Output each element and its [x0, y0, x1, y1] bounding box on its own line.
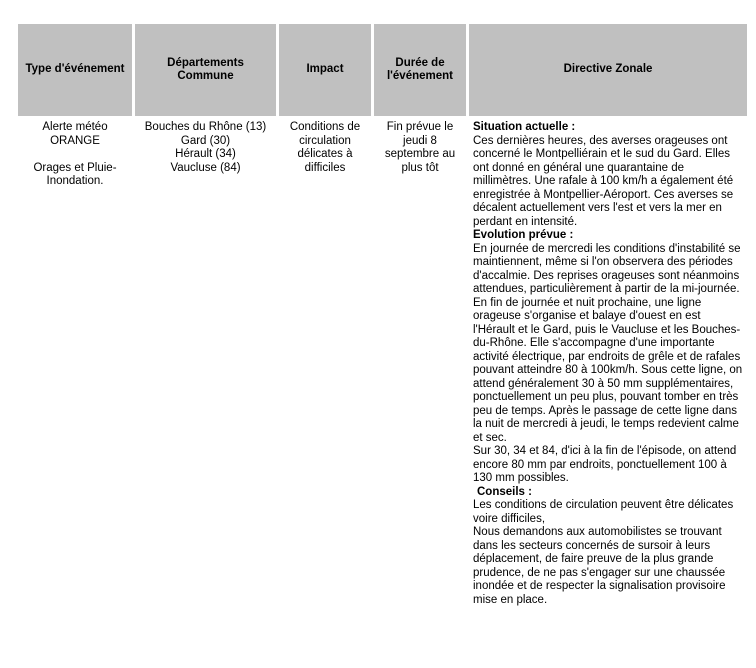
situation-text: Ces dernières heures, des averses orageuses ont concerné le Montpelliérain et le sud du Gard. Elles ont donné en général une quarantaine de millimètres. Une rafale à 100 km/h a également été enregistrée à Montpellier-Aéroport. Ces averses se décalent actuellement vers l'est et vers la mer en perdant en intensité. — [473, 134, 734, 228]
departement-item: Bouches du Rhône (13) — [144, 121, 267, 133]
evolution-text: En fin de journée et nuit prochaine, une ligne orageuse s'organise et balaye d'ouest en est l'Hérault et le Gard, puis le Vaucluse et les Bouches-du-Rhône. Elle s'accompagne d'une importante activité électrique, par endroits de grêle et de rafales pouvant atteindre 80 à 100km/h. Sous cette ligne, on attend généralement 30 à 50 mm supplémentaires, ponctuellement un peu plus, pouvant tomber en très peu de temps. Après le passage de cette ligne dans la nuit de mercredi à jeudi, le temps redevient calme et sec. — [473, 296, 743, 444]
conseils-title: Conseils : — [477, 485, 532, 498]
conseils-text: Nous demandons aux automobilistes se trouvant dans les secteurs concernés de sursoir à leurs déplacement, de faire preuve de la plus grande prudence, de ne pas s'engager sur une chaussée inondée et de respecter la signalisation provisoire mise en place. — [473, 526, 726, 606]
departement-item: Vaucluse (84) — [170, 161, 241, 174]
alert-level: Alerte météo ORANGE — [42, 121, 108, 147]
table-row — [18, 119, 747, 607]
evolution-text: En journée de mercredi les conditions d'instabilité se maintiennent, même si l'on observera des périodes d'accalmie. Des reprises orageuses sont néanmoins attendues, particulièrement à partir de la mi-journée. — [473, 242, 741, 295]
cell-directive — [469, 119, 747, 607]
header-departements: Départements Commune — [135, 24, 276, 116]
header-impact: Impact — [279, 24, 371, 116]
departement-item: Gard (30) — [180, 134, 231, 147]
cell-departements — [135, 119, 276, 607]
header-directive: Directive Zonale — [469, 24, 747, 116]
header-type: Type d'événement — [18, 24, 132, 116]
departement-item: Hérault (34) — [175, 148, 236, 160]
conseils-text: Les conditions de circulation peuvent être délicates voire difficiles, — [473, 499, 734, 525]
evolution-text: Sur 30, 34 et 84, d'ici à la fin de l'épisode, on attend encore 80 mm par endroits, ponctuellement 100 à 130 mm possibles. — [473, 445, 737, 484]
header-row — [18, 24, 747, 116]
cell-duree: Fin prévue le jeudi 8 septembre au plus tôt — [384, 121, 456, 174]
cell-type — [18, 119, 132, 607]
alert-table — [15, 21, 750, 610]
situation-title: Situation actuelle : — [473, 121, 576, 133]
event-kind: Orages et Pluie-Inondation. — [33, 161, 117, 187]
cell-impact: Conditions de circulation délicates à difficiles — [289, 121, 361, 174]
header-duree: Durée de l'événement — [374, 24, 466, 116]
evolution-title: Evolution prévue : — [473, 229, 574, 241]
